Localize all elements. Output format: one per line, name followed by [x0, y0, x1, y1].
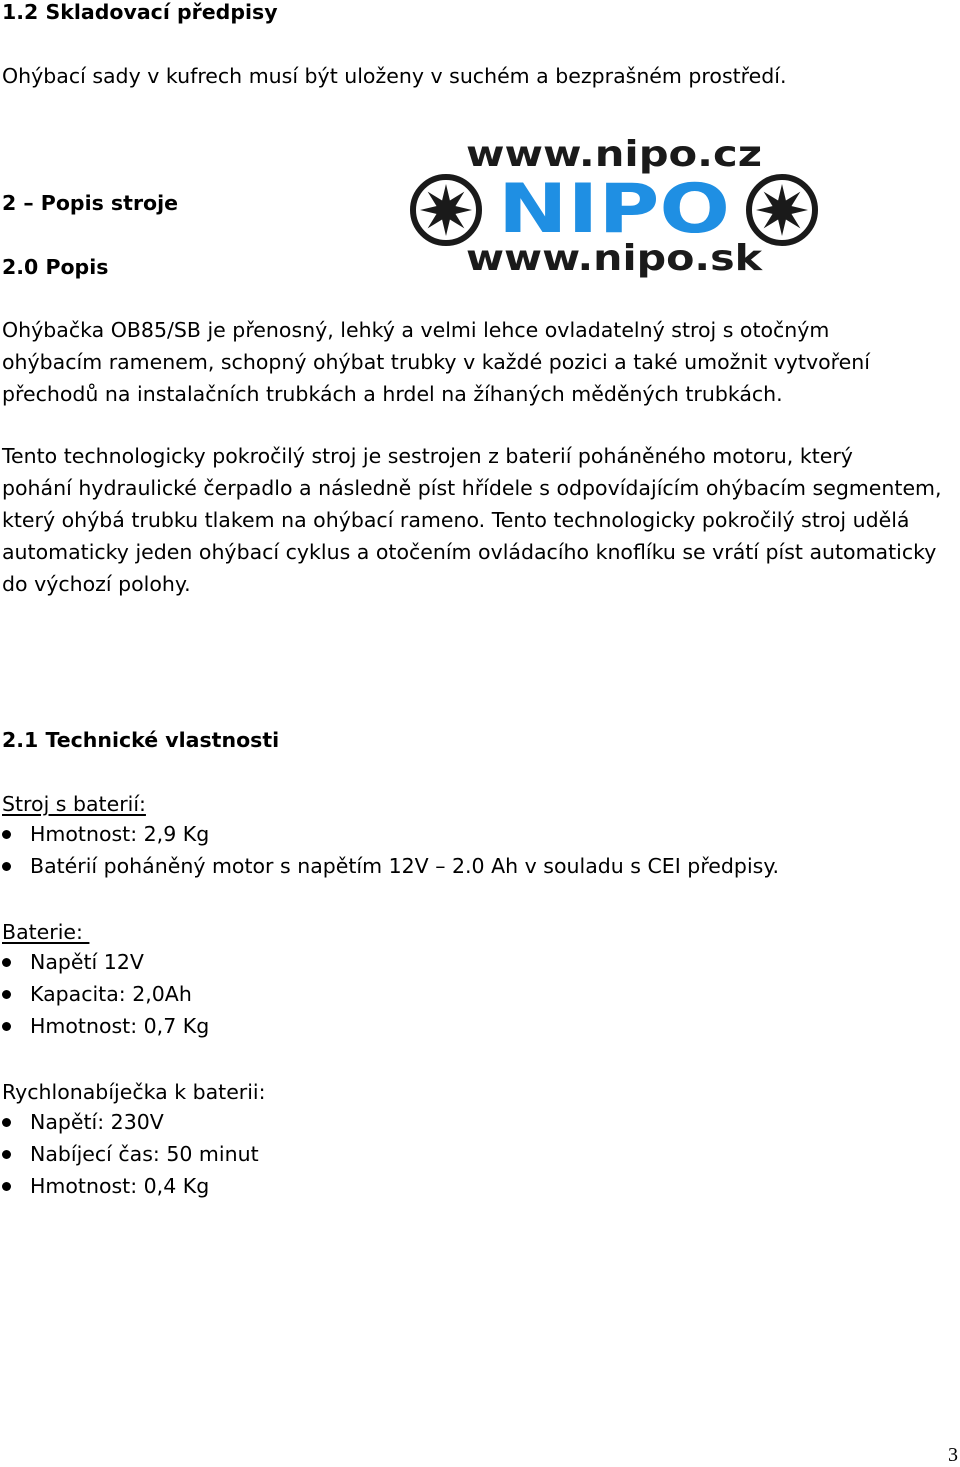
list-item: Hmotnost: 0,7 Kg	[0, 1010, 209, 1042]
list-item: Hmotnost: 0,4 Kg	[0, 1170, 259, 1202]
star-emblem-left-icon	[409, 173, 483, 247]
paragraph-line: ohýbacím ramenem, schopný ohýbat trubky v každé pozici a také umožnit vytvoření	[2, 350, 870, 374]
list-item: Napětí 12V	[0, 946, 209, 978]
logo-url-cz: www.nipo.cz	[466, 138, 762, 175]
paragraph-line: pohání hydraulické čerpadlo a následně píst hřídele s odpovídajícím ohýbacím segmentem,	[2, 476, 942, 500]
charger-title: Rychlonabíječka k baterii:	[2, 1080, 266, 1104]
description-paragraph-1	[2, 314, 960, 410]
page-number: 3	[948, 1444, 958, 1466]
description-paragraph-2	[2, 440, 960, 600]
battery-spec-list	[0, 946, 209, 1042]
storage-text: Ohýbací sady v kufrech musí být uloženy v suchém a bezprašném prostředí.	[2, 64, 787, 88]
paragraph-line: automaticky jeden ohýbací cyklus a otočením ovládacího knoflíku se vrátí píst automaticky	[2, 540, 937, 564]
section-1-2-heading: 1.2 Skladovací předpisy	[2, 0, 278, 24]
paragraph-line: Ohýbačka OB85/SB je přenosný, lehký a velmi lehce ovladatelný stroj s otočným	[2, 318, 830, 342]
list-item: Nabíjecí čas: 50 minut	[0, 1138, 259, 1170]
paragraph-line: přechodů na instalačních trubkách a hrdel na žíhaných měděných trubkách.	[2, 382, 783, 406]
logo-brand: NIPO	[498, 170, 730, 249]
machine-spec-list	[0, 818, 779, 882]
paragraph-line: který ohýbá trubku tlakem na ohýbací rameno. Tento technologicky pokročilý stroj udělá	[2, 508, 910, 532]
list-item: Hmotnost: 2,9 Kg	[0, 818, 779, 850]
section-2-heading: 2 – Popis stroje	[2, 191, 179, 215]
paragraph-line: Tento technologicky pokročilý stroj je sestrojen z baterií poháněného motoru, který	[2, 444, 853, 468]
battery-title: Baterie:	[2, 920, 90, 944]
star-emblem-right-icon	[745, 173, 819, 247]
nipo-logo-graphic	[408, 138, 820, 278]
list-item: Napětí: 230V	[0, 1106, 259, 1138]
paragraph-line: do výchozí polohy.	[2, 572, 191, 596]
section-2-1-heading: 2.1 Technické vlastnosti	[2, 728, 280, 752]
nipo-logo	[408, 138, 820, 278]
section-2-0-heading: 2.0 Popis	[2, 255, 109, 279]
list-item: Batérií poháněný motor s napětím 12V – 2.0 Ah v souladu s CEI předpisy.	[0, 850, 779, 882]
logo-url-sk: www.nipo.sk	[466, 238, 764, 278]
list-item: Kapacita: 2,0Ah	[0, 978, 209, 1010]
machine-title: Stroj s baterií:	[2, 792, 146, 816]
charger-spec-list	[0, 1106, 259, 1202]
